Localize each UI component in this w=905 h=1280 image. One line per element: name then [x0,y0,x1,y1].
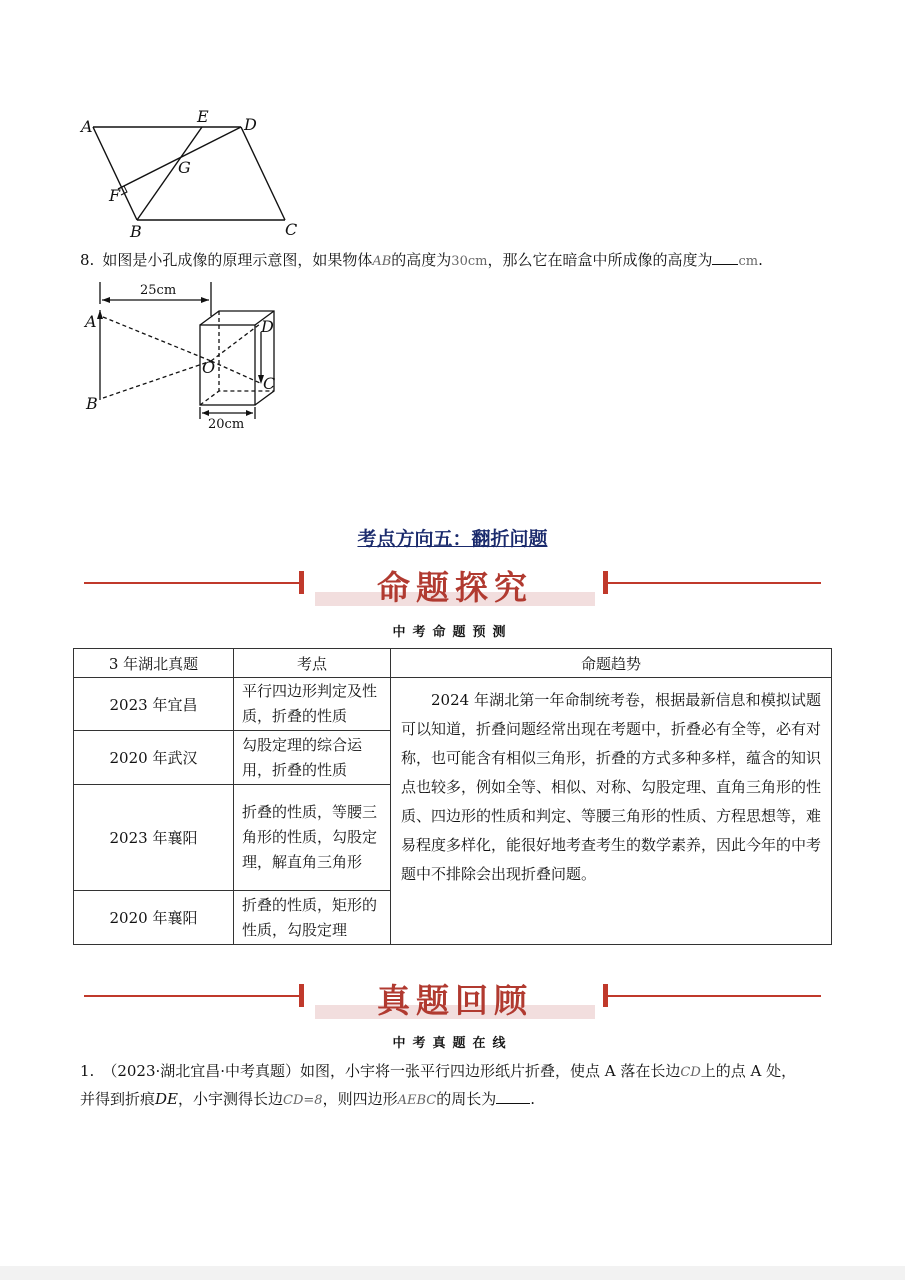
label-a: A [81,117,93,136]
question-text: ，则四边形 [322,1090,398,1108]
label-c: C [263,374,276,393]
label-d: D [244,115,257,134]
question-text: ，小宇测得长边 [178,1090,284,1108]
parallelogram-figure [75,105,315,240]
question-text: 并得到折痕 [80,1090,156,1108]
page-footer-strip [0,1266,905,1280]
question-1-line-1 [80,1057,796,1087]
answer-blank[interactable] [496,1089,530,1104]
cell-year: 2020 年武汉 [74,731,234,785]
banner-line-right [608,582,821,584]
banner-line-left [84,582,299,584]
arrow-head [201,297,209,303]
label-g: G [178,158,191,177]
question-number: 1. [80,1062,95,1080]
ray-a [103,317,211,361]
subtitle-prediction: 中考命题预测 [392,625,513,640]
variable-ab: AB [372,254,392,269]
arrow-head [246,410,253,416]
cell-year: 2023 年襄阳 [74,785,234,891]
table-row [74,678,832,731]
header-topic: 考点 [234,649,391,678]
period: . [530,1090,535,1108]
cell-topic: 平行四边形判定及性质，折叠的性质 [234,678,391,731]
side-dc [241,127,285,220]
subtitle-real-exam: 中考真题在线 [392,1036,513,1051]
cell-year: 2023 年宜昌 [74,678,234,731]
box-hidden-edge [200,391,274,405]
section-title: 考点方向五：翻折问题 [357,528,548,550]
dimension-label-top: 25cm [140,283,177,298]
ray-to-c [211,361,260,383]
banner-tick-left [299,984,304,1007]
label-d: D [261,317,274,336]
question-number: 8. [80,251,95,269]
question-text: （2023·湖北宜昌·中考真题）如图，小宇将一张平行四边形纸片折叠，使点 A 落在长边 [102,1062,681,1080]
label-o: O [202,358,216,377]
segment-be [137,127,202,220]
question-text: 的周长为 [436,1090,497,1108]
question-8 [80,246,763,276]
label-f: F [109,186,121,205]
object-arrow-head [97,310,103,319]
question-text: 的高度为 [391,251,452,269]
height-value: 30cm [451,254,488,269]
question-1-line-2 [80,1085,535,1115]
label-e: E [197,107,209,126]
label-c: C [285,220,298,239]
header-year: 3 年湖北真题 [74,649,234,678]
dimension-label-bottom: 20cm [208,417,245,432]
cell-topic: 勾股定理的综合运用，折叠的性质 [234,731,391,785]
variable-cd: CD [680,1065,701,1080]
label-a: A [85,312,97,331]
question-text: 上的点 A 处， [700,1062,797,1080]
banner-line-left [84,995,299,997]
variable-aebc: AEBC [397,1093,437,1108]
question-text: ，那么它在暗盒中所成像的高度为 [487,251,713,269]
label-b: B [86,394,98,413]
cell-topic: 折叠的性质，等腰三角形的性质，勾股定理，解直角三角形 [234,785,391,891]
banner-title: 命题探究 [377,568,533,607]
arrow-head [102,297,110,303]
header-trend: 命题趋势 [391,649,832,678]
table-header-row [74,649,832,678]
banner-title: 真题回顾 [377,981,533,1020]
arrow-head [202,410,209,416]
period: . [758,251,763,269]
unit: cm [738,254,759,269]
cd-equation: CD=8 [283,1093,323,1108]
question-text: 如图是小孔成像的原理示意图，如果物体 [102,251,373,269]
cell-year: 2020 年襄阳 [74,891,234,945]
cell-topic: 折叠的性质，矩形的性质，勾股定理 [234,891,391,945]
exam-topic-table [73,648,832,945]
variable-de: DE [155,1090,178,1108]
ray-b [103,361,211,398]
pinhole-camera-figure [80,280,290,440]
banner-zhenti [84,981,821,1029]
banner-line-right [608,995,821,997]
answer-blank[interactable] [712,250,738,265]
label-b: B [130,222,142,240]
cell-trend: 2024 年湖北第一年命制统考卷，根据最新信息和模拟试题可以知道，折叠问题经常出现在考题中，折叠必有全等，必有对称，也可能含有相似三角形，折叠的方式多种多样，蕴含的知识点也较多，例如全等、相似、对称、勾股定理、直角三角形的性质、四边形的性质和判定、等腰三角形的性质、方程思想等，难易程度多样化，能很好地考查考生的数学素养，因此今年的中考题中不排除会出现折叠问题。 [391,678,832,945]
banner-tick-left [299,571,304,594]
side-ab [93,127,137,220]
banner-mingti [84,568,821,616]
